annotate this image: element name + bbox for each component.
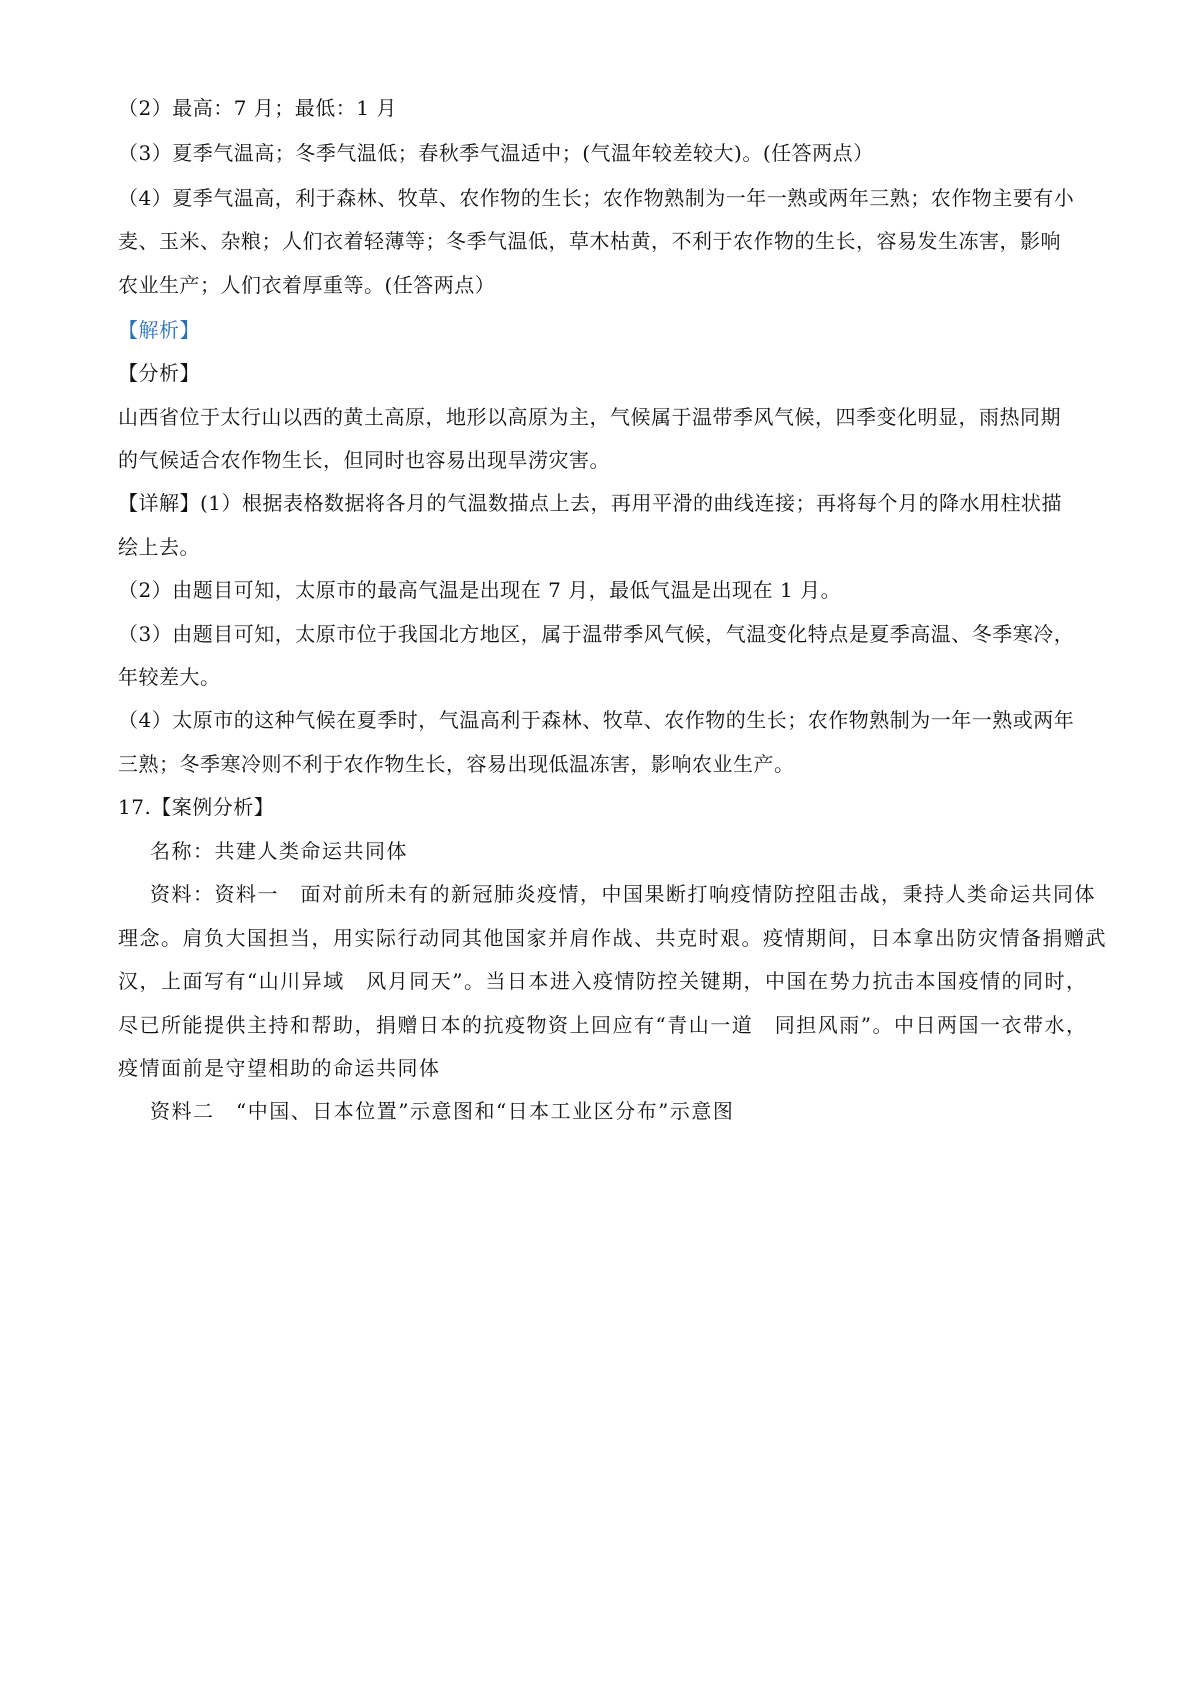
answer-line-3: （3）夏季气温高；冬季气温低；春秋季气温适中；(气温年较差较大)。(任答两点） [118,141,874,165]
fenxi-heading: 【分析】 [118,361,200,385]
material-1-line-5: 疫情面前是守望相助的命运共同体 [118,1056,441,1080]
material-2-line: 资料二 “中国、日本位置”示意图和“日本工业区分布”示意图 [150,1099,735,1123]
case-name: 名称：共建人类命运共同体 [150,839,408,863]
detail-line-3a: （3）由题目可知，太原市位于我国北方地区，属于温带季风气候，气温变化特点是夏季高温、冬季寒冷， [118,622,1075,646]
answer-line-4c: 农业生产；人们衣着厚重等。(任答两点） [118,273,496,297]
material-1-line-1: 资料：资料一 面对前所未有的新冠肺炎疫情，中国果断打响疫情防控阻击战，秉持人类命运共同体 [150,882,1096,906]
detail-line-2: （2）由题目可知，太原市的最高气温是出现在 7 月，最低气温是出现在 1 月。 [118,578,842,602]
detail-line-4b: 三熟；冬季寒冷则不利于农作物生长，容易出现低温冻害，影响农业生产。 [118,752,795,776]
material-1-line-4: 尽已所能提供主持和帮助，捐赠日本的抗疫物资上回应有“青山一道 同担风雨”。中日两国一衣带水， [118,1013,1088,1037]
detail-line-1a: 【详解】(1）根据表格数据将各月的气温数描点上去，再用平滑的曲线连接；再将每个月的降水用柱状描 [118,491,1063,515]
fenxi-line-2: 的气候适合农作物生长，但同时也容易出现旱涝灾害。 [118,448,610,472]
material-1-line-2: 理念。肩负大国担当，用实际行动同其他国家并肩作战、共克时艰。疫情期间，日本拿出防灾情备捐赠武 [118,926,1107,950]
detail-line-4a: （4）太原市的这种气候在夏季时，气温高利于森林、牧草、农作物的生长；农作物熟制为一年一熟或两年 [118,708,1075,732]
answer-line-2: （2）最高：7 月；最低：1 月 [118,96,397,120]
answer-line-4b: 麦、玉米、杂粮；人们衣着轻薄等；冬季气温低，草木枯黄，不利于农作物的生长，容易发生冻害，影响 [118,229,1061,253]
detail-line-1b: 绘上去。 [118,535,200,559]
analysis-heading: 【解析】 [118,318,200,342]
question-17-heading: 17.【案例分析】 [118,795,275,819]
material-1-line-3: 汉，上面写有“山川异域 风月同天”。当日本进入疫情防控关键期，中国在势力抗击本国疫情的同时， [118,969,1088,993]
fenxi-line-1: 山西省位于太行山以西的黄土高原，地形以高原为主，气候属于温带季风气候，四季变化明显，雨热同期 [118,405,1061,429]
detail-line-3b: 年较差大。 [118,665,221,689]
answer-line-4a: （4）夏季气温高，利于森林、牧草、农作物的生长；农作物熟制为一年一熟或两年三熟；农作物主要有小 [118,186,1075,210]
